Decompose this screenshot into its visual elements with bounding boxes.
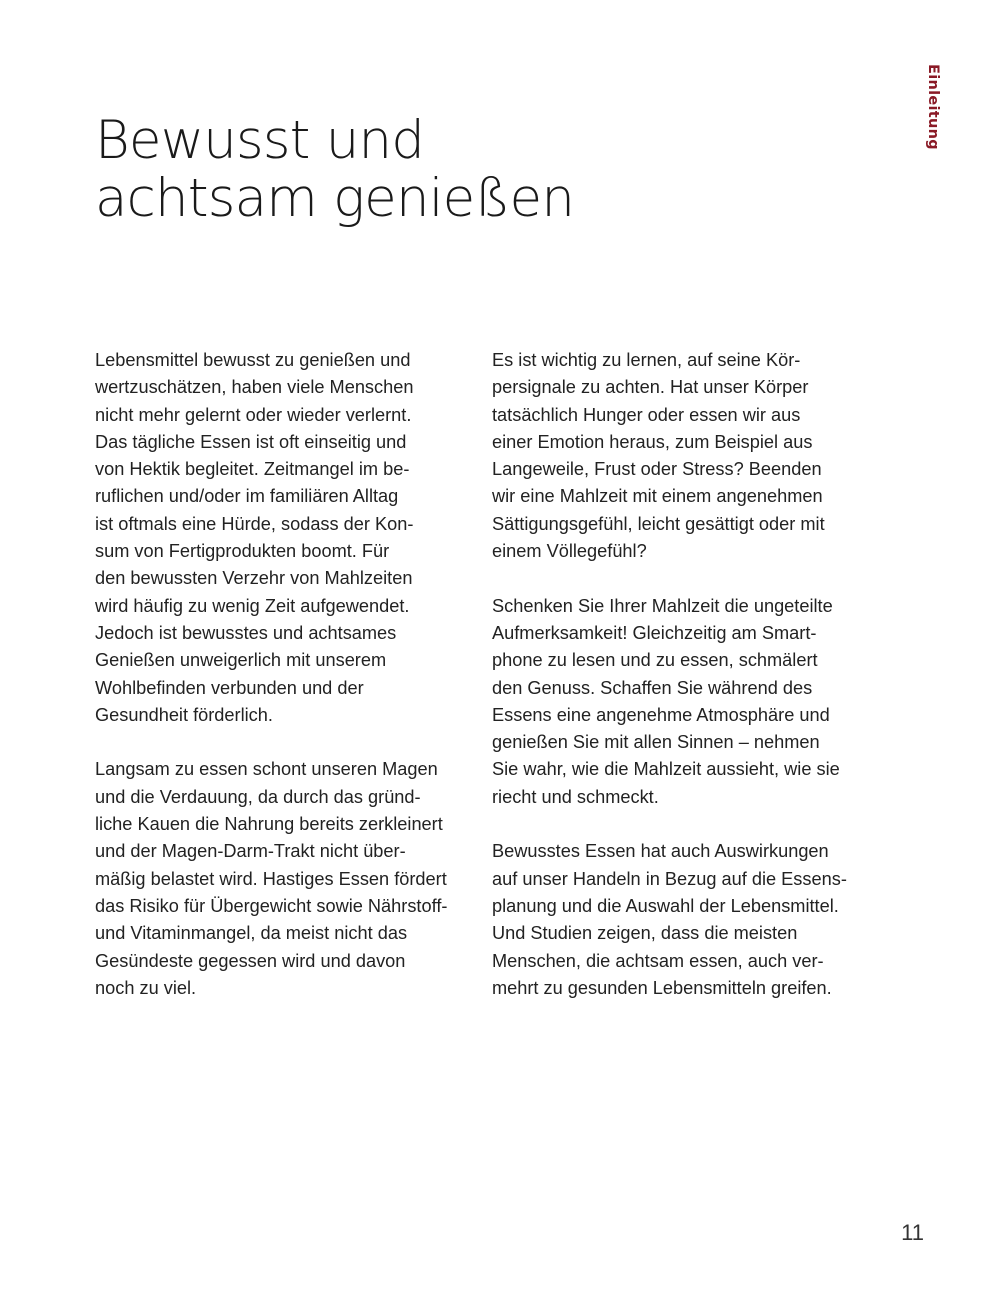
text-line: und der Magen-Darm-Trakt nicht über- (95, 841, 406, 862)
text-line: Essens eine angenehme Atmosphäre und (492, 704, 830, 725)
text-line: Jedoch ist bewusstes und achtsames (95, 622, 397, 643)
page-title (95, 112, 855, 228)
text-line: riecht und schmeckt. (492, 786, 659, 807)
text-column-left (95, 347, 480, 1029)
text-line: Langsam zu essen schont unseren Magen (95, 759, 438, 780)
text-column-right (492, 347, 877, 1029)
text-line: tatsächlich Hunger oder essen wir aus (492, 404, 801, 425)
text-line: Wohlbefinden verbunden und der (95, 677, 364, 698)
text-line: mehrt zu gesunden Lebensmitteln greifen. (492, 977, 832, 998)
text-line: einem Völlegefühl? (492, 541, 647, 562)
page-number: 11 (901, 1220, 924, 1245)
text-line: wertzuschätzen, haben viele Menschen (95, 377, 414, 398)
text-line: Es ist wichtig zu lernen, auf seine Kör- (492, 350, 801, 370)
text-line: Menschen, die achtsam essen, auch ver- (492, 950, 824, 971)
text-line: Das tägliche Essen ist oft einseitig und (95, 431, 407, 452)
text-line: ist oftmals eine Hürde, sodass der Kon- (95, 513, 414, 534)
text-line: einer Emotion heraus, zum Beispiel aus (492, 431, 813, 452)
text-line: den bewussten Verzehr von Mahlzeiten (95, 568, 413, 589)
text-line: von Hektik begleitet. Zeitmangel im be- (95, 459, 410, 480)
text-line: Bewusstes Essen hat auch Auswirkungen (492, 841, 829, 862)
text-line: sum von Fertigprodukten boomt. Für (95, 541, 390, 562)
text-line: persignale zu achten. Hat unser Körper (492, 377, 809, 398)
text-line: Gesündeste gegessen wird und davon (95, 950, 406, 971)
title-line: Bewusst und (95, 110, 425, 171)
text-line: planung und die Auswahl der Lebensmittel. (492, 895, 839, 916)
paragraph (492, 347, 877, 565)
text-line: auf unser Handeln in Bezug auf die Essens- (492, 868, 847, 889)
text-line: und die Verdauung, da durch das gründ- (95, 786, 421, 807)
text-line: Langeweile, Frust oder Stress? Beenden (492, 459, 822, 480)
text-line: Und Studien zeigen, dass die meisten (492, 923, 798, 944)
text-line: liche Kauen die Nahrung bereits zerkleinert (95, 814, 443, 835)
text-line: Gesundheit förderlich. (95, 704, 273, 725)
text-line: genießen Sie mit allen Sinnen – nehmen (492, 732, 820, 753)
section-tab (908, 62, 958, 152)
paragraph (95, 347, 480, 729)
paragraph (492, 593, 877, 811)
text-line: Sie wahr, wie die Mahlzeit aussieht, wie sie (492, 759, 840, 780)
text-line: und Vitaminmangel, da meist nicht das (95, 923, 408, 944)
text-line: Schenken Sie Ihrer Mahlzeit die ungeteilte (492, 595, 833, 616)
text-line: mäßig belastet wird. Hastiges Essen fördert (95, 868, 447, 889)
text-line: Aufmerksamkeit! Gleichzeitig am Smart- (492, 622, 817, 643)
text-line: wir eine Mahlzeit mit einem angenehmen (492, 486, 823, 507)
text-line: Genießen unweigerlich mit unserem (95, 650, 387, 671)
text-line: das Risiko für Übergewicht sowie Nährstoff- (95, 895, 448, 916)
text-line: noch zu viel. (95, 977, 197, 998)
text-line: phone zu lesen und zu essen, schmälert (492, 650, 818, 671)
text-line: nicht mehr gelernt oder wieder verlernt. (95, 404, 412, 425)
text-line: Sättigungsgefühl, leicht gesättigt oder mit (492, 513, 825, 534)
section-tab-label: Einleitung (925, 64, 941, 150)
text-line: ruflichen und/oder im familiären Alltag (95, 486, 399, 507)
text-line: Lebensmittel bewusst zu genießen und (95, 350, 411, 370)
paragraph (95, 756, 480, 1002)
paragraph (492, 838, 877, 1002)
text-line: den Genuss. Schaffen Sie während des (492, 677, 813, 698)
title-line: achtsam genießen (95, 168, 575, 229)
text-line: wird häufig zu wenig Zeit aufgewendet. (95, 595, 410, 616)
